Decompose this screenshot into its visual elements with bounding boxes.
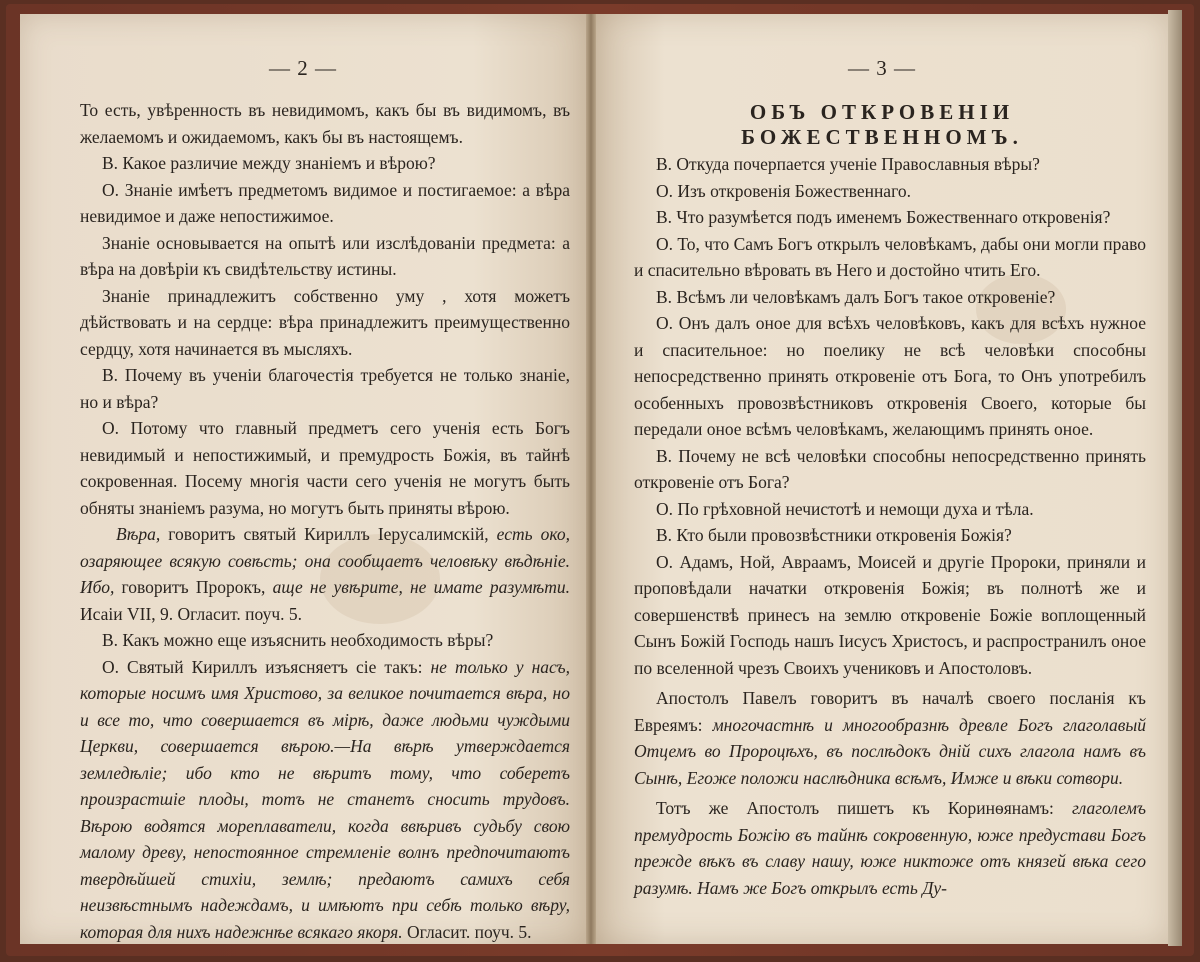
paragraph	[634, 522, 1146, 549]
italic-text: Вѣра,	[116, 524, 161, 544]
paragraph	[80, 150, 570, 177]
text-run: В. Какъ можно еще изъяснить необходимость вѣры?	[102, 630, 494, 650]
paragraph	[80, 627, 570, 654]
page-number: — 2 —	[269, 56, 337, 80]
paragraph	[634, 795, 1146, 901]
italic-text: не только у насъ, которые носимъ имя Христово, за великое почитается вѣра, но и все то, что совершается въ мірѣ, даже людьми чуждыми Церкви, совершается вѣрою.—На вѣрѣ утверждается земледѣліе; ибо кто не вѣритъ тому, что соберетъ произрастшіе плоды, тотъ не станетъ сносить трудовъ. Вѣрою водятся мореплаватели, когда ввѣривъ судьбу свою малому древу, непостоянное стремленіе волнъ предпочитаютъ твердѣйшей стихіи, землѣ; предаютъ самихъ себя неизвѣстнымъ надеждамъ, и имѣютъ при себѣ только вѣру, которая для нихъ надежнѣе всякаго якоря.	[80, 656, 570, 942]
text-run: говоритъ Пророкъ,	[114, 577, 273, 597]
text-run: О. Изъ откровенія Божественнаго.	[656, 180, 911, 201]
left-page	[20, 14, 586, 944]
section-heading: ОБЪ ОТКРОВЕНІИ БОЖЕСТВЕННОМЪ.	[741, 100, 1023, 149]
right-page	[596, 14, 1168, 944]
paragraph	[634, 496, 1146, 523]
paragraph	[80, 521, 570, 627]
text-run: говоритъ святый Кириллъ Іерусалимскій,	[160, 524, 497, 544]
text-run: В. Кто были провозвѣстники откровенія Божія?	[656, 525, 1012, 545]
italic-text: аще не увѣрите, не имате разумѣти.	[272, 577, 570, 597]
text-run: О. Онъ далъ оное для всѣхъ человѣковъ, какъ для всѣхъ нужное и спасительное: но поелику не всѣ человѣки способны непосредственно принять откровеніе отъ Бога, то Онъ употребилъ особенныхъ провозвѣстниковъ откровенія Своего, которые бы передали оное всѣмъ человѣкамъ, желающимъ принять оное.	[634, 313, 1146, 439]
text-run: Знаніе основывается на опытѣ или изслѣдованіи предмета: а вѣра на довѣріи къ свидѣтельству истины.	[80, 232, 570, 279]
text-run: В. Почему не всѣ человѣки способны непосредственно принять откровеніе отъ Бога?	[634, 445, 1146, 492]
text-run: В. Какое различие между знаніемъ и вѣрою?	[102, 153, 436, 173]
paragraph	[634, 310, 1146, 443]
text-run: О. Святый Кириллъ изъясняетъ сіе такъ:	[102, 656, 431, 677]
text-run: В. Всѣмъ ли человѣкамъ далъ Богъ такое откровеніе?	[656, 286, 1056, 307]
text-run: В. Откуда почерпается ученіе Православныя вѣры?	[656, 154, 1040, 174]
paragraph	[80, 283, 570, 363]
page-text	[80, 97, 570, 944]
text-run: Тотъ же Апостолъ пишетъ къ Коринѳянамъ:	[656, 798, 1073, 818]
italic-text: многочастнѣ и многообразнѣ древле Богъ глаголавый Отцемъ во Пророцѣхъ, въ послѣдокъ дній сихъ глагола намъ въ Сынѣ, Егоже положи наслѣдника всѣмъ, Имже и вѣки сотвори.	[634, 714, 1146, 788]
italic-text: есть око, озаряющее всякую совѣсть; она сообщаетъ человѣку вѣдѣніе. Ибо,	[80, 524, 570, 597]
paragraph	[634, 151, 1146, 178]
text-run: О. Потому что главный предметъ сего ученія есть Богъ невидимый и непостижимый, и премудрость Божія, въ тайнѣ сокровенная. Посему многія части сего ученія не могутъ быть обняты знаніемъ разума, но могутъ быть приняты вѣрою.	[80, 418, 570, 518]
page-number: — 3 —	[848, 56, 916, 80]
paragraph	[80, 97, 570, 150]
text-run: О. Адамъ, Ной, Авраамъ, Моисей и другіе Пророки, приняли и проповѣдали начатки откровенія Божія; въ полнотѣ же и совершенствѣ принесъ на землю откровеніе Божіе воплощенный Сынъ Божій Господь нашъ Іисусъ Христосъ, и распространилъ оное по вселенной чрезъ Своихъ учениковъ и Апостоловъ.	[634, 551, 1146, 678]
text-run: То есть, увѣренность въ невидимомъ, какъ бы въ видимомъ, въ желаемомъ и ожидаемомъ, какъ бы въ настоящемъ.	[80, 100, 570, 147]
paragraph	[80, 230, 570, 283]
italic-text: глаголемъ премудрость Божію въ тайнѣ сокровенную, юже предустави Богъ прежде вѣкъ въ славу нашу, юже никтоже отъ князей вѣка сего разумѣ. Намъ же Богъ открылъ есть Ду-	[634, 798, 1146, 898]
paragraph	[634, 685, 1146, 791]
text-run: Апостолъ Павелъ говоритъ въ началѣ своего посланія къ Евреямъ:	[634, 688, 1146, 735]
text-run: В. Почему въ ученіи благочестія требуется не только знаніе, но и вѣра?	[80, 365, 570, 412]
paragraph	[634, 204, 1146, 231]
paragraph	[634, 231, 1146, 284]
text-run: Огласит. поуч. 5.	[402, 921, 532, 942]
text-run: Знаніе принадлежитъ собственно уму , хотя можетъ дѣйствовать и на сердце: вѣра принадлежитъ преимущественно сердцу, хотя начинается въ мысляхъ.	[80, 285, 570, 359]
paragraph	[634, 549, 1146, 682]
paragraph	[634, 178, 1146, 205]
paragraph	[80, 415, 570, 521]
text-run: О. Знаніе имѣетъ предметомъ видимое и постигаемое: а вѣра невидимое и даже непостижимое.	[80, 179, 570, 226]
paragraph	[80, 177, 570, 230]
text-run: В. Что разумѣется подъ именемъ Божественнаго откровенія?	[656, 207, 1111, 227]
text-run: О. То, что Самъ Богъ открылъ человѣкамъ, дабы они могли право и спасительно вѣровать въ Него и достойно чтить Его.	[634, 233, 1146, 280]
paragraph	[634, 443, 1146, 496]
book-gutter	[586, 14, 596, 944]
page-edges	[1168, 10, 1182, 946]
page-text	[634, 151, 1146, 901]
text-run: Исаіи VII, 9. Огласит. поуч. 5.	[80, 603, 303, 624]
paragraph	[80, 362, 570, 415]
text-run: О. По грѣховной нечистотѣ и немощи духа и тѣла.	[656, 498, 1034, 519]
paragraph	[80, 654, 570, 945]
paragraph	[634, 284, 1146, 311]
